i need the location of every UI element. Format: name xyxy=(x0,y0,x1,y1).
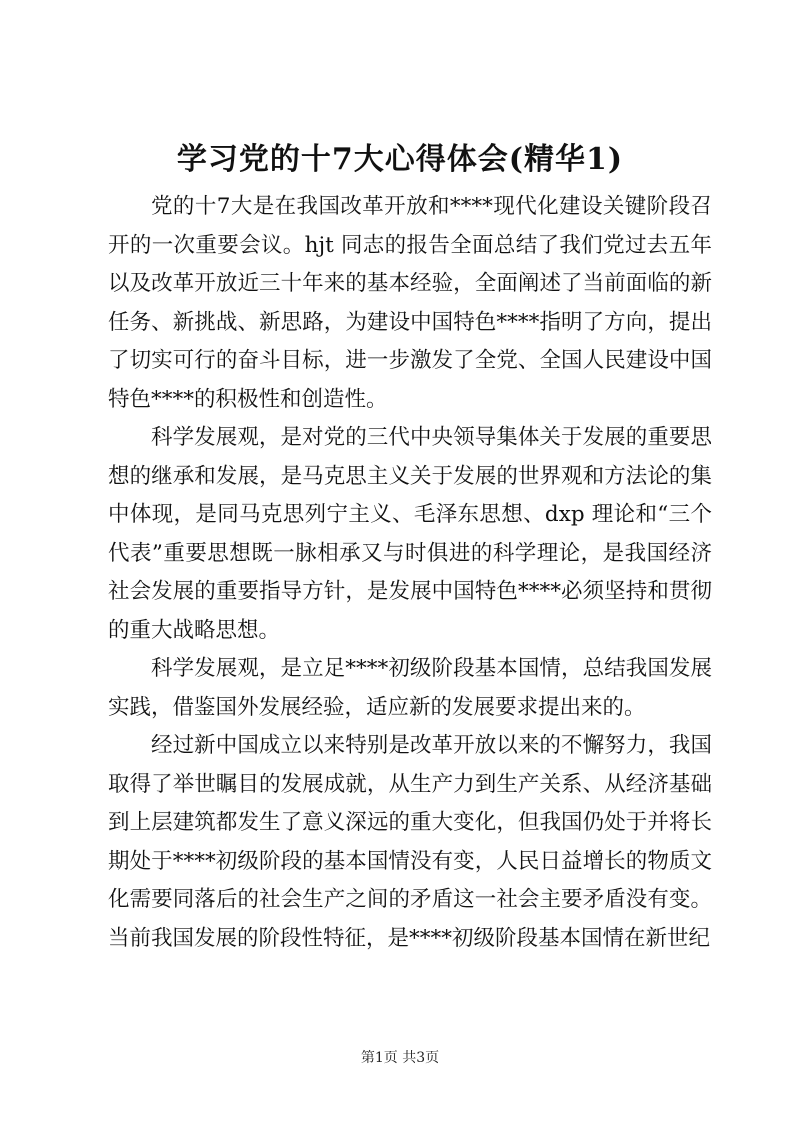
document-title: 学习党的十7大心得体会(精华1) xyxy=(176,142,624,177)
document-body xyxy=(108,188,712,958)
paragraph-4: 经过新中国成立以来特别是改革开放以来的不懈努力，我国取得了举世瞩目的发展成就，从生产力到生产关系、从经济基础到上层建筑都发生了意义深远的重大变化，但我国仍处于并将长期处于****初级阶段的基本国情没有变，人民日益增长的物质文化需要同落后的社会生产之间的矛盾这一社会主要矛盾没有变。当前我国发展的阶段性特征，是****初级阶段基本国情在新世纪 xyxy=(108,733,712,951)
paragraph-2: 科学发展观，是对党的三代中央领导集体关于发展的重要思想的继承和发展，是马克思主义关于发展的世界观和方法论的集中体现，是同马克思列宁主义、毛泽东思想、dxp 理论和“三个代表”重要思想既一脉相承又与时俱进的科学理论，是我国经济社会发展的重要指导方针，是发展中国特色****必须坚持和贯彻的重大战略思想。 xyxy=(108,425,712,643)
paragraph-1: 党的十7大是在我国改革开放和****现代化建设关键阶段召开的一次重要会议。hjt 同志的报告全面总结了我们党过去五年以及改革开放近三十年来的基本经验，全面阐述了当前面临的新任务、新挑战、新思路，为建设中国特色****指明了方向，提出了切实可行的奋斗目标，进一步激发了全党、全国人民建设中国特色****的积极性和创造性。 xyxy=(108,194,712,412)
paragraph-3: 科学发展观，是立足****初级阶段基本国情，总结我国发展实践，借鉴国外发展经验，适应新的发展要求提出来的。 xyxy=(108,656,712,720)
page-footer: 第1页 共3页 xyxy=(360,1050,440,1066)
